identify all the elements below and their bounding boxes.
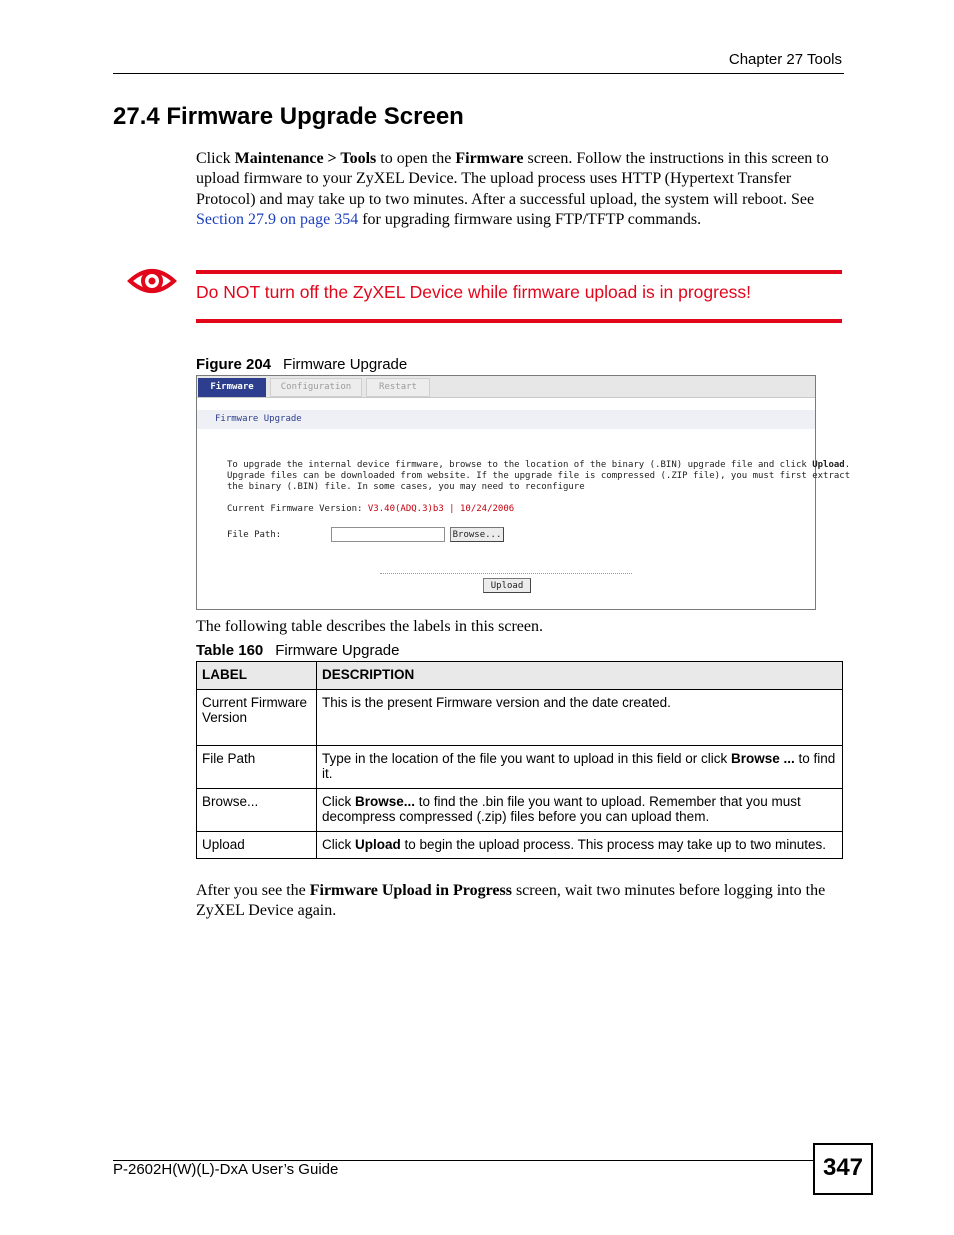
firmware-screenshot: [196, 375, 851, 610]
table-intro: The following table describes the labels in this screen.: [196, 618, 544, 635]
after-paragraph: After you see the Firmware Upload in Progress screen, wait two minutes before logging into the ZyXEL Device again.: [196, 882, 826, 920]
figure-label: Figure 204: [196, 356, 272, 373]
table-row: [197, 831, 843, 859]
eye-icon: [127, 263, 177, 299]
warning-top-bar: [196, 270, 842, 274]
file-path-input[interactable]: [331, 527, 445, 542]
header-description: DESCRIPTION: [317, 662, 843, 690]
figure-caption: [196, 356, 407, 373]
after-bold: Firmware Upload in Progress: [309, 882, 512, 899]
instruction-line-3: the binary (.BIN) file. In some cases, you may need to reconfigure: [227, 482, 585, 492]
instruction-line-1: To upgrade the internal device firmware, browse to the location of the binary (.BIN) upgrade file and click Upload.: [227, 460, 851, 470]
intro-bold-firmware: Firmware: [455, 150, 524, 167]
row-description: Click Browse... to find the .bin file you want to upload. Remember that you must decompress compressed (.zip) files before you can upload them.: [317, 788, 843, 831]
row-label: File Path: [197, 745, 317, 788]
warning-bottom-bar: [196, 319, 842, 323]
row-label: Upload: [197, 831, 317, 859]
row-description: Click Upload to begin the upload process. This process may take up to two minutes.: [317, 831, 843, 859]
intro-text-3: screen. Follow the instructions in this screen to upload firmware to your ZyXEL Device. The upload process uses HTTP (Hypertext Transfer Protocol) and may take up to two minutes. After a successful upload, the system will reboot. See: [196, 150, 829, 208]
tab-restart[interactable]: Restart: [366, 378, 430, 397]
section-title: 27.4 Firmware Upgrade Screen: [113, 103, 464, 130]
chapter-header: Chapter 27 Tools: [728, 51, 842, 68]
table-label: Table 160: [196, 642, 264, 659]
upload-button[interactable]: Upload: [483, 578, 531, 593]
intro-text-4: for upgrading firmware using FTP/TFTP commands.: [358, 210, 702, 228]
table-row: [197, 689, 843, 745]
row-label: Current Firmware Version: [197, 689, 317, 745]
firmware-upgrade-heading: Firmware Upgrade: [215, 414, 302, 424]
intro-paragraph: [196, 149, 846, 230]
row-description: Type in the location of the file you want to upload in this field or click Browse ... to find it.: [317, 745, 843, 788]
figure-title: Firmware Upgrade: [283, 356, 408, 373]
header-rule: [113, 73, 844, 74]
file-path-label: File Path:: [227, 530, 282, 540]
intro-bold-menu: Maintenance > Tools: [234, 150, 377, 167]
table-title: Firmware Upgrade: [275, 642, 400, 659]
page-number: 347: [813, 1143, 873, 1195]
tab-configuration[interactable]: Configuration: [270, 378, 362, 397]
table-header-row: [197, 662, 843, 690]
table-row: [197, 788, 843, 831]
current-firmware-label: Current Firmware Version:: [227, 504, 368, 514]
row-label: Browse...: [197, 788, 317, 831]
header-label: LABEL: [197, 662, 317, 690]
tab-bar: [197, 376, 815, 398]
tab-firmware[interactable]: Firmware: [198, 378, 266, 397]
instruction-line-2: Upgrade files can be downloaded from website. If the upgrade file is compressed (.ZIP file), you must first extract: [227, 471, 851, 481]
table-row: [197, 745, 843, 788]
row-description: This is the present Firmware version and the date created.: [317, 689, 843, 745]
description-table: [196, 661, 843, 859]
current-firmware-row: [227, 504, 514, 516]
section-link[interactable]: Section 27.9 on page 354: [196, 210, 359, 228]
current-firmware-value: V3.40(ADQ.3)b3 | 10/24/2006: [367, 504, 515, 514]
intro-text-1: Click: [196, 150, 235, 167]
intro-text-2: to open the: [376, 150, 456, 167]
table-caption: [196, 642, 399, 659]
divider: [380, 573, 632, 574]
browse-button[interactable]: Browse...: [450, 527, 504, 542]
guide-title: P-2602H(W)(L)-DxA User’s Guide: [113, 1161, 339, 1178]
warning-text: Do NOT turn off the ZyXEL Device while firmware upload is in progress!: [196, 282, 752, 302]
